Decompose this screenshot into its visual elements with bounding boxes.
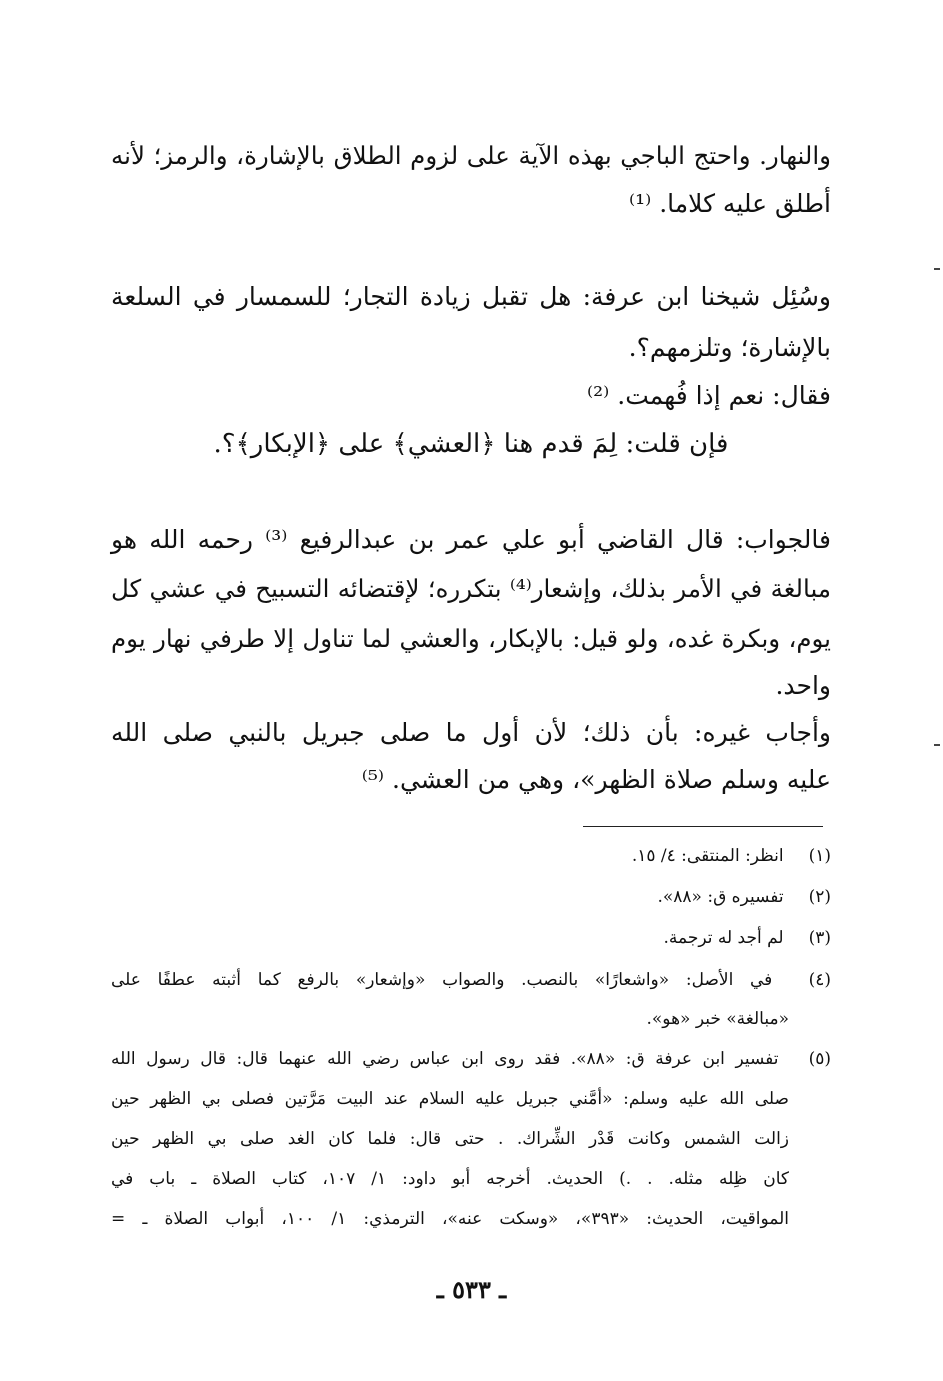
footnote-3-number: (٣) xyxy=(808,928,831,948)
scan-speck xyxy=(934,744,940,746)
footnote-4-line-2: «مبالغة» خبر «هو». xyxy=(646,1009,789,1029)
body-line-10: واحد. xyxy=(775,671,831,700)
footnote-1-text: انظر: المنتقى: ٤/ ١٥. xyxy=(631,846,784,866)
body-line-8: مبالغة في الأمر بذلك، وإشعار⁽⁴⁾ بتكرره؛ لإقتضائه التسبيح في عشي كل xyxy=(111,574,832,603)
body-line-1: والنهار. واحتج الباجي بهذه الآية على لزوم الطلاق بالإشارة، والرمز؛ لأنه xyxy=(111,141,831,170)
body-line-12: عليه وسلم صلاة الظهر»، وهي من العشي. ⁽⁵⁾ xyxy=(361,765,831,794)
footnote-5-text-1: تفسير ابن عرفة ق: «٨٨». فقد روى ابن عباس رضي الله عنهما قال: قال رسول الله xyxy=(111,1049,779,1069)
page-number: ـ ٥٣٣ ـ xyxy=(436,1275,507,1304)
footnote-5-line-2: صلى الله عليه وسلم: «أمَّني جبريل عليه السلام عند البيت مَرَّتين فصلى بي الظهر حين xyxy=(111,1089,789,1109)
footnote-5-line-5: المواقيت، الحديث: «٣٩٣»، «وسكت عنه»، الترمذي: ١/ ١٠٠، أبواب الصلاة ـ = xyxy=(111,1209,789,1229)
footnote-separator xyxy=(583,826,823,827)
footnote-2-number: (٢) xyxy=(808,887,831,907)
footnote-3 xyxy=(111,922,831,954)
footnote-1-number: (١) xyxy=(808,846,831,866)
footnote-4-line-1 xyxy=(111,964,831,996)
footnote-5-number: (٥) xyxy=(808,1049,831,1069)
footnote-5-line-1 xyxy=(111,1043,831,1075)
body-line-5: فقال: نعم إذا فُهمت. ⁽²⁾ xyxy=(586,381,831,410)
footnote-4-number: (٤) xyxy=(808,970,832,990)
body-line-11: وأجاب غيره: بأن ذلك؛ لأن أول ما صلى جبريل بالنبي صلى الله xyxy=(111,718,831,747)
footnote-5-line-4: كان ظِله مثله. . .) الحديث. أخرجه أبو داود: ١/ ١٠٧، كتاب الصلاة ـ باب في xyxy=(111,1169,789,1189)
body-line-9: يوم، وبكرة غده، ولو قيل: بالإبكار، والعشي لما تناول إلا طرفي نهار يوم xyxy=(111,624,831,653)
body-line-6: فإن قلت: لِمَ قدم هنا ﴿العشي﴾ على ﴿الإبكار﴾؟. xyxy=(213,429,729,459)
footnote-2 xyxy=(111,881,831,913)
body-line-2: أطلق عليه كلاما. ⁽¹⁾ xyxy=(628,189,831,218)
body-line-4: بالإشارة؛ وتلزمهم؟. xyxy=(628,333,831,362)
footnote-1 xyxy=(111,840,831,872)
footnote-2-text: تفسيره ق: «٨٨». xyxy=(657,887,784,907)
body-line-7: فالجواب: قال القاضي أبو علي عمر بن عبدالرفيع ⁽³⁾ رحمه الله هو xyxy=(111,525,831,554)
footnote-4-text-1: في الأصل: «واشعارًا» بالنصب. والصواب «وإشعار» بالرفع كما أثبته عطفًا على xyxy=(111,970,773,990)
footnote-5-line-3: زالت الشمس وكانت قَدْر الشِّراك. . حتى قال: فلما كان الغد صلى بي الظهر حين xyxy=(111,1129,789,1149)
body-line-3: وسُئِل شيخنا ابن عرفة: هل تقبل زيادة التجار؛ للسمسار في السلعة xyxy=(111,282,831,311)
scan-speck xyxy=(934,268,940,270)
footnote-3-text: لم أجد له ترجمة. xyxy=(663,928,784,948)
